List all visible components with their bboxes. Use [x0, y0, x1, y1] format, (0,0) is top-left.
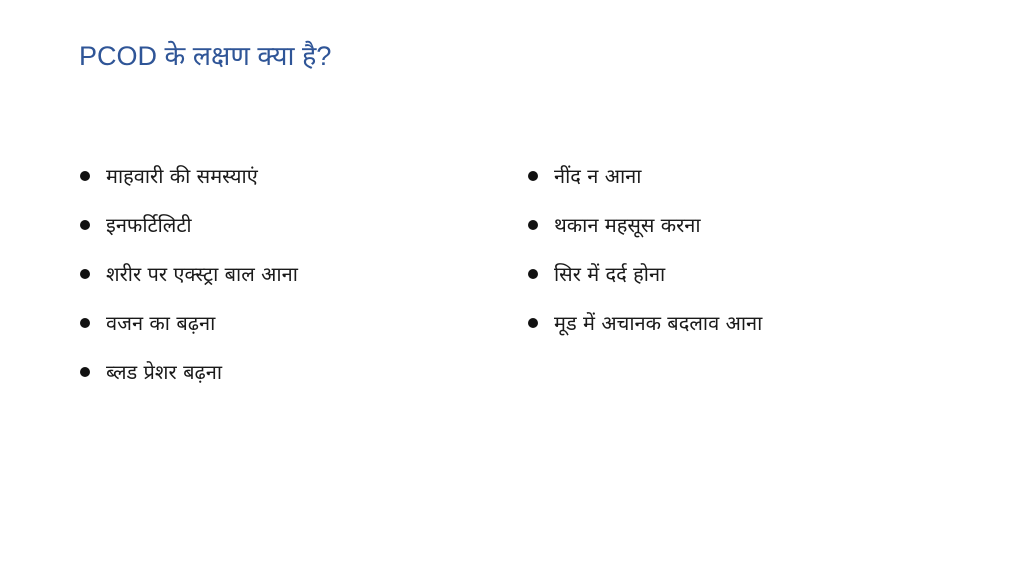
slide-title: PCOD के लक्षण क्या है?	[79, 41, 332, 71]
bullet-list-left	[78, 156, 298, 401]
bullet-dot-icon	[528, 220, 538, 230]
bullet-dot-icon	[80, 220, 90, 230]
list-item	[526, 254, 762, 303]
bullet-dot-icon	[528, 269, 538, 279]
bullet-dot-icon	[80, 318, 90, 328]
list-item-text: मूड में अचानक बदलाव आना	[554, 311, 763, 335]
list-item	[78, 205, 298, 254]
bullet-list-right	[526, 156, 762, 352]
list-item	[526, 303, 762, 352]
bullet-dot-icon	[80, 367, 90, 377]
list-item-text: नींद न आना	[554, 164, 642, 188]
list-item-text: शरीर पर एक्स्ट्रा बाल आना	[106, 262, 298, 286]
bullet-dot-icon	[80, 171, 90, 181]
list-item-text: थकान महसूस करना	[554, 213, 701, 237]
list-item	[78, 254, 298, 303]
list-item-text: इनफर्टिलिटी	[106, 213, 192, 237]
list-item-text: माहवारी की समस्याएं	[106, 164, 258, 188]
bullet-dot-icon	[528, 318, 538, 328]
list-item-text: वजन का बढ़ना	[106, 311, 216, 335]
list-item	[78, 303, 298, 352]
bullet-dot-icon	[528, 171, 538, 181]
list-item-text: सिर में दर्द होना	[554, 262, 666, 286]
list-item-text: ब्लड प्रेशर बढ़ना	[106, 360, 223, 384]
list-item	[526, 205, 762, 254]
list-item	[526, 156, 762, 205]
list-item	[78, 156, 298, 205]
bullet-dot-icon	[80, 269, 90, 279]
list-item	[78, 352, 298, 401]
